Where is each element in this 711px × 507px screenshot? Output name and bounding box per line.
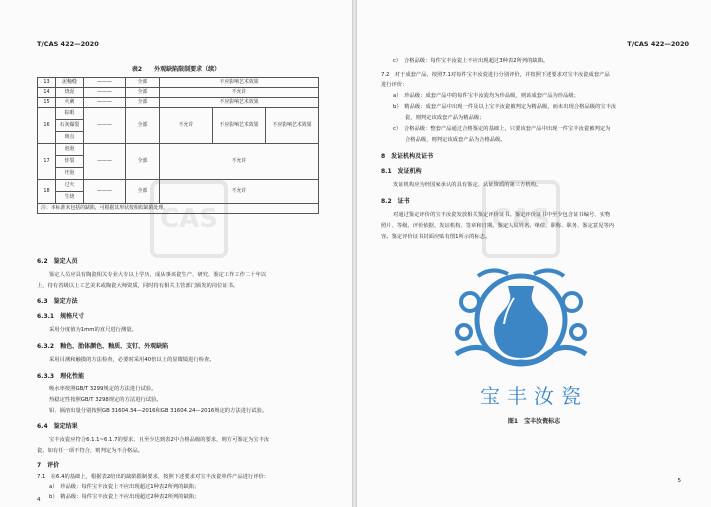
baofeng-ru-porcelain-logo xyxy=(448,262,594,372)
cas-watermark: CAS xyxy=(482,180,560,258)
defect-name: 坯泡 xyxy=(56,168,84,180)
defect-name: 火刺 xyxy=(56,98,84,108)
paragraph: 上，持有省级以上工艺美术或陶瓷大师资质，同时持有相关主管部门颁发的岗位证书。 xyxy=(37,283,239,289)
paragraph: 鉴定人员应具有陶瓷相关专业大专以上学历，成从事该瓷生产、研究、鉴定工作工作二十年以 xyxy=(49,272,267,278)
section-8-1-heading: 8.1 发证机构 xyxy=(381,168,422,175)
list-item: c） 合格品级：整套产品通过合格鉴定的基础上，只要该套产品中出现一件宝丰汝瓷被判定为 xyxy=(393,126,611,132)
list-item: 瓷，则判定该成套产品为精品级； xyxy=(405,115,485,121)
defect-name: 石灰爆裂 xyxy=(56,120,84,132)
requirement-cell: 不允许 xyxy=(160,180,319,204)
section-6-3-heading: 6.3 鉴定方法 xyxy=(37,298,78,305)
list-item: b） 精品级：每件宝丰汝瓷上不应出现超过2种表2所列的缺陷； xyxy=(49,494,200,500)
grade-dash: ——— xyxy=(84,108,126,144)
defect-name: 烧泥 xyxy=(56,88,84,98)
scope-cell: 全部 xyxy=(126,88,160,98)
grade-dash: ——— xyxy=(84,98,126,108)
table-row xyxy=(38,180,319,192)
page-number: 5 xyxy=(677,478,681,484)
requirement-cell: 不允许 xyxy=(160,108,213,144)
section-7-heading: 7 评价 xyxy=(37,462,60,469)
row-number: 13 xyxy=(38,78,56,88)
paragraph: 7.2 对于成套产品，按照7.1对每件宝丰汝瓷进行分别评价，并按照下述要求对宝丰汝瓷成套产品 xyxy=(381,72,610,78)
grade-dash: ——— xyxy=(84,180,126,204)
table-note: 注：本标准未包括的缺陷，可根据其形状按相似缺陷处理。 xyxy=(38,204,319,214)
table-title: 表2 外观缺陷限制要求（续） xyxy=(131,66,221,73)
table-row xyxy=(38,78,319,88)
paragraph: 采用分度值为1mm的直尺进行测量。 xyxy=(49,327,137,333)
scope-cell: 全部 xyxy=(126,78,160,88)
left-page xyxy=(0,0,352,507)
list-item: 合格品级，则判定该成套产品为合格品级。 xyxy=(405,137,506,143)
scope-cell: 全部 xyxy=(126,144,160,180)
row-number: 14 xyxy=(38,88,56,98)
list-item: c） 合格品级：每件宝丰汝瓷上不应出现超过3种表2所列的缺陷。 xyxy=(393,58,549,64)
row-number: 17 xyxy=(38,144,56,180)
table-row xyxy=(38,98,319,108)
table-row xyxy=(38,88,319,98)
requirement-cell: 不应影响艺术效果 xyxy=(160,98,319,108)
defect-name: 斑点 xyxy=(56,132,84,144)
right-page xyxy=(357,0,711,507)
paragraph: 瓷。如有任一项不符合，则判定为不合格品。 xyxy=(37,448,143,454)
paragraph: 7.1 在6.4的基础上，根据表2给出的缺陷限制要求，按照下述要求对宝丰汝瓷单件产品进行评价： xyxy=(37,474,270,480)
logo-text: 宝丰汝瓷 xyxy=(480,384,588,408)
row-number: 18 xyxy=(38,180,56,204)
page-number: 4 xyxy=(37,497,41,503)
paragraph: 铅、镉溶出量分别按照GB 31604.34—2016和GB 31604.24—2016规定的方法进行试验。 xyxy=(49,408,268,414)
figure-caption: 图1 宝丰汝瓷标志 xyxy=(507,418,561,425)
scope-cell: 全部 xyxy=(126,180,160,204)
cas-watermark: CAS xyxy=(150,180,228,258)
paragraph: 热稳定性按照GB/T 3298规定的方法进行试验。 xyxy=(49,397,162,403)
standard-number: T/CAS 422—2020 xyxy=(37,40,99,48)
paragraph: 采用目测和触摸的方法检查，必要时采用40倍以上的显微镜进行检查。 xyxy=(49,357,215,363)
section-8-2-heading: 8.2 证书 xyxy=(381,198,410,205)
paragraph: 对通过鉴定评价的宝丰汝瓷发放相关鉴定评价证书。鉴定评价证书中至少包含证书编号、实物 xyxy=(393,212,611,218)
section-6-4-heading: 6.4 鉴定结果 xyxy=(37,423,78,430)
row-number: 16 xyxy=(38,108,56,144)
table-row xyxy=(38,108,319,120)
scope-cell: 全部 xyxy=(126,98,160,108)
requirement-cell: 不应影响艺术效果 xyxy=(213,108,266,144)
section-6-3-1-heading: 6.3.1 规格尺寸 xyxy=(37,313,85,320)
paragraph: 吸水率按照GB/T 3299规定的方法进行试验。 xyxy=(49,386,157,392)
defect-name: 棕眼 xyxy=(56,108,84,120)
defect-name: 炸裂 xyxy=(56,156,84,168)
grade-dash: ——— xyxy=(84,88,126,98)
defect-name: 过火 xyxy=(56,180,84,192)
paragraph: 容。鉴定评价证书封面应贴有图1所示的标志。 xyxy=(381,234,491,240)
list-item: a） 珍品级：每件宝丰汝瓷上不应出现超过1种表2所列的缺陷； xyxy=(49,484,200,490)
section-6-3-3-heading: 6.3.3 理化性能 xyxy=(37,373,85,380)
grade-dash: ——— xyxy=(84,144,126,180)
list-item: b） 精品级：成套产品中出现一件及以上宝丰汝瓷被判定为精品级，而未出现合格品级的宝丰汝 xyxy=(393,104,617,110)
defect-name: 泡泡 xyxy=(56,144,84,156)
requirement-cell: 不应影响艺术效果 xyxy=(160,78,319,88)
paragraph: 宝丰汝瓷应符合6.1.1~6.1.7的要求，且至少达到表2中合格品级的要求，则方可鉴定为宝丰汝 xyxy=(49,437,270,443)
requirement-cell: 不应影响艺术效果 xyxy=(266,108,319,144)
requirement-cell: 不允许 xyxy=(160,144,319,180)
defect-limit-table xyxy=(37,77,319,214)
paragraph: 发证机构应为经国家承认的具有鉴定、认证资质的第三方机构。 xyxy=(393,182,542,188)
requirement-cell: 不允许 xyxy=(160,88,319,98)
section-6-3-2-heading: 6.3.2 釉色、胎体颜色、釉质、支钉、外观缺陷 xyxy=(37,343,169,350)
defect-name: 泥釉缝 xyxy=(56,78,84,88)
list-item: a） 珍品级：成套产品中的每件宝丰汝瓷均为珍品级，则该成套产品为珍品级； xyxy=(393,93,579,99)
row-number: 15 xyxy=(38,98,56,108)
scope-cell: 全部 xyxy=(126,108,160,144)
paragraph: 进行评价： xyxy=(381,82,408,88)
section-6-2-heading: 6.2 鉴定人员 xyxy=(37,258,78,265)
table-row xyxy=(38,144,319,156)
grade-dash: ——— xyxy=(84,78,126,88)
standard-number: T/CAS 422—2020 xyxy=(627,40,689,48)
section-8-heading: 8 发证机构及证书 xyxy=(381,153,434,160)
defect-name: 生烧 xyxy=(56,192,84,204)
paragraph: 照片、等级、评价依据、发证机构、签章和日期。鉴定人员姓名、单位、职称、职务、鉴定意见等内 xyxy=(381,223,615,229)
